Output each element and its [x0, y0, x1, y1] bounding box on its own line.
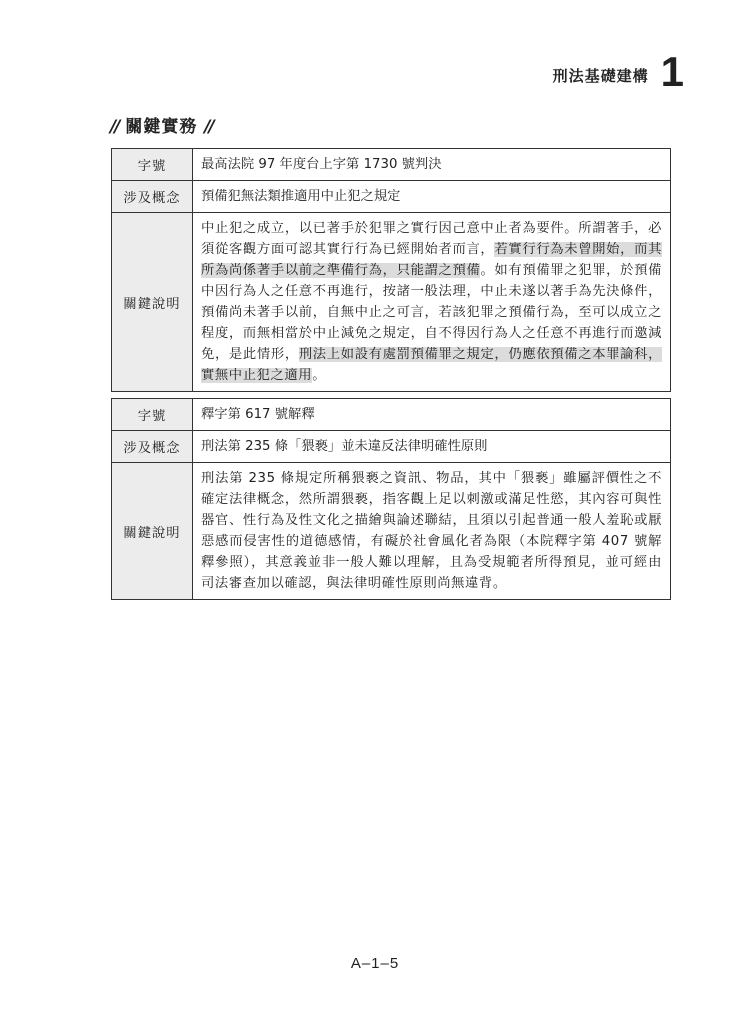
- heading-text: 關鍵實務: [125, 117, 198, 137]
- explanation-part: 中止犯之成立，以已著手於犯罪之實行因己意中止者為要件。所謂著手，必須從客觀方面可認其實行行為已經開始者而言，: [201, 221, 662, 257]
- page-number: A–1–5: [350, 955, 400, 972]
- explanation-text: [193, 213, 671, 392]
- running-header: [552, 48, 684, 95]
- explanation-label: 關鍵說明: [112, 213, 193, 392]
- chapter-title: 刑法基礎建構: [552, 67, 649, 85]
- heading-suffix: //: [204, 117, 213, 137]
- concept-value: 刑法第 235 條「猥褻」並未違反法律明確性原則: [193, 431, 671, 463]
- case-no-row: [112, 399, 671, 431]
- explanation-part: 。如有預備罪之犯罪，於預備中因行為人之任意不再進行，按諸一般法理，中止未遂以著手為先決條件，預備尚未著手以前，自無中止之可言，若該犯罪之預備行為，至可以成立之程度，而無相當於中止減免之規定，自不得因行為人之任意不再進行而邀減免，是此情形，: [201, 263, 662, 362]
- section-heading: [110, 112, 213, 137]
- explanation-highlight: 刑法上如設有處罰預備罪之規定，仍應依預備之本罪論科，實無中止犯之適用: [201, 347, 662, 383]
- chapter-number: 1: [660, 48, 684, 95]
- heading-prefix: //: [110, 117, 119, 137]
- explanation-text: 刑法第 235 條規定所稱猥褻之資訊、物品，其中「猥褻」雖屬評價性之不確定法律概念，然所謂猥褻，指客觀上足以刺激或滿足性慾，其內容可與性器官、性行為及性文化之描繪與論述聯結，且須以引起普通一般人羞恥或厭惡感而侵害性的道德感情，有礙於社會風化者為限（本院釋字第 407 號解釋參照），其意義並非一般人難以理解，且為受規範者所得預見，並可經由司法審查加以確認，與法律明確性原則尚無違背。: [193, 463, 671, 600]
- concept-row: [112, 431, 671, 463]
- explanation-row: [112, 463, 671, 600]
- case-table-2: [111, 398, 671, 600]
- concept-value: 預備犯無法類推適用中止犯之規定: [193, 181, 671, 213]
- case-no-value: 釋字第 617 號解釋: [193, 399, 671, 431]
- explanation-part: 。: [312, 368, 327, 383]
- explanation-highlight: 若實行行為未曾開始，而其所為尚係著手以前之準備行為，只能謂之預備: [201, 242, 662, 278]
- case-no-label: 字號: [112, 149, 193, 181]
- concept-label: 涉及概念: [112, 181, 193, 213]
- explanation-row: [112, 213, 671, 392]
- explanation-label: 關鍵說明: [112, 463, 193, 600]
- case-no-label: 字號: [112, 399, 193, 431]
- case-table-1: [111, 148, 671, 392]
- case-no-row: [112, 149, 671, 181]
- case-no-value: 最高法院 97 年度台上字第 1730 號判決: [193, 149, 671, 181]
- concept-label: 涉及概念: [112, 431, 193, 463]
- concept-row: [112, 181, 671, 213]
